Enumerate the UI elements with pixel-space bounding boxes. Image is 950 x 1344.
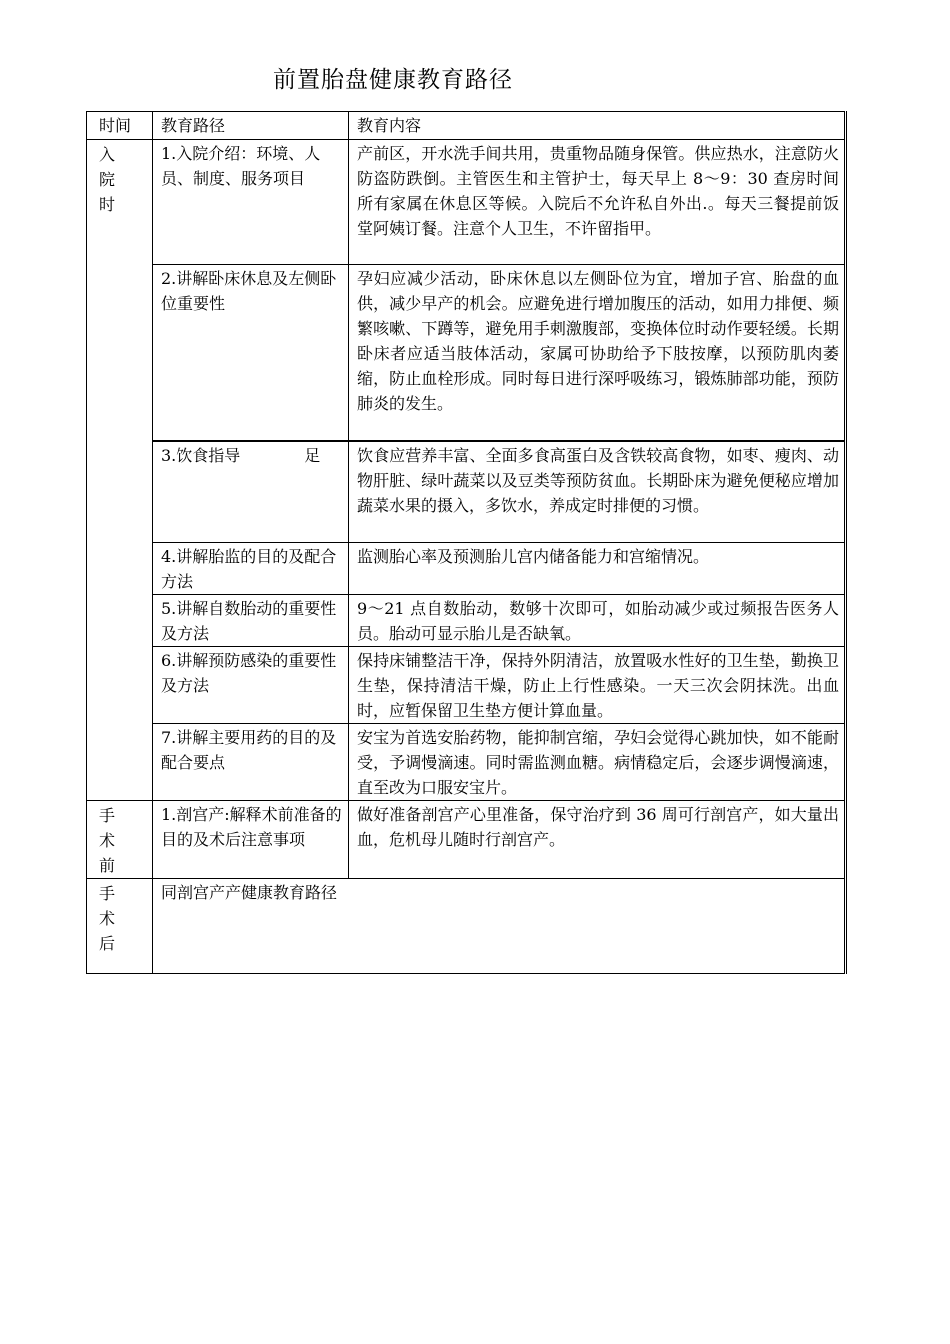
time-cell-postop: 手术后 (87, 879, 153, 974)
content-cell: 产前区，开水洗手间共用，贵重物品随身保管。供应热水，注意防火防盗防跌倒。主管医生和主管护士，每天早上 8～9：30 查房时间所有家属在休息区等候。入院后不允许私自外出.。每天三餐提前饭堂阿姨订餐。注意个人卫生，不许留指甲。 (349, 140, 846, 265)
merged-cell: 同剖宫产产健康教育路径 (153, 879, 846, 974)
path-cell: 6.讲解预防感染的重要性及方法 (153, 647, 349, 724)
content-cell: 监测胎心率及预测胎儿宫内储备能力和宫缩情况。 (349, 543, 846, 595)
table-header-row (87, 112, 846, 140)
content-cell: 饮食应营养丰富、全面多食高蛋白及含铁较高食物，如枣、瘦肉、动物肝脏、绿叶蔬菜以及豆类等预防贫血。长期卧床为避免便秘应增加蔬菜水果的摄入，多饮水，养成定时排便的习惯。 (349, 441, 846, 543)
content-cell: 保持床铺整洁干净，保持外阴清洁，放置吸水性好的卫生垫，勤换卫生垫，保持清洁干燥，防止上行性感染。一天三次会阴抹洗。出血时，应暂保留卫生垫方便计算血量。 (349, 647, 846, 724)
table-row (87, 801, 846, 879)
time-cell-preop: 手术前 (87, 801, 153, 879)
table-row (87, 879, 846, 974)
header-content: 教育内容 (349, 112, 846, 140)
path-cell: 4.讲解胎监的目的及配合方法 (153, 543, 349, 595)
document-title: 前置胎盘健康教育路径 (273, 67, 513, 93)
path-cell: 3.饮食指导 足 (153, 441, 349, 543)
time-cell-admission: 入院时 (87, 140, 153, 801)
path-cell: 7.讲解主要用药的目的及配合要点 (153, 724, 349, 801)
content-cell: 9～21 点自数胎动，数够十次即可，如胎动减少或过频报告医务人员。胎动可显示胎儿是否缺氧。 (349, 595, 846, 647)
header-path: 教育路径 (153, 112, 349, 140)
content-cell: 做好准备剖宫产心里准备，保守治疗到 36 周可行剖宫产，如大量出血，危机母儿随时行剖宫产。 (349, 801, 846, 879)
header-time: 时间 (87, 112, 153, 140)
content-cell: 孕妇应减少活动，卧床休息以左侧卧位为宜，增加子宫、胎盘的血供，减少早产的机会。应避免进行增加腹压的活动，如用力排便、频繁咳嗽、下蹲等，避免用手刺激腹部，变换体位时动作要轻缓。长期卧床者应适当肢体活动，家属可协助给予下肢按摩，以预防肌肉萎缩，防止血栓形成。同时每日进行深呼吸练习，锻炼肺部功能，预防肺炎的发生。 (349, 265, 846, 441)
path-cell: 5.讲解自数胎动的重要性及方法 (153, 595, 349, 647)
table-row (87, 265, 846, 441)
table-row (87, 543, 846, 595)
table-row (87, 140, 846, 265)
path-cell: 1.入院介绍：环境、人员、制度、服务项目 (153, 140, 349, 265)
table-row (87, 647, 846, 724)
table-row (87, 724, 846, 801)
path-cell: 1.剖宫产:解释术前准备的目的及术后注意事项 (153, 801, 349, 879)
education-path-table (86, 111, 847, 974)
table-row (87, 595, 846, 647)
content-cell: 安宝为首选安胎药物，能抑制宫缩，孕妇会觉得心跳加快，如不能耐受，予调慢滴速。同时需监测血糖。病情稳定后，会逐步调慢滴速，直至改为口服安宝片。 (349, 724, 846, 801)
table-row (87, 441, 846, 543)
path-cell: 2.讲解卧床休息及左侧卧位重要性 (153, 265, 349, 441)
